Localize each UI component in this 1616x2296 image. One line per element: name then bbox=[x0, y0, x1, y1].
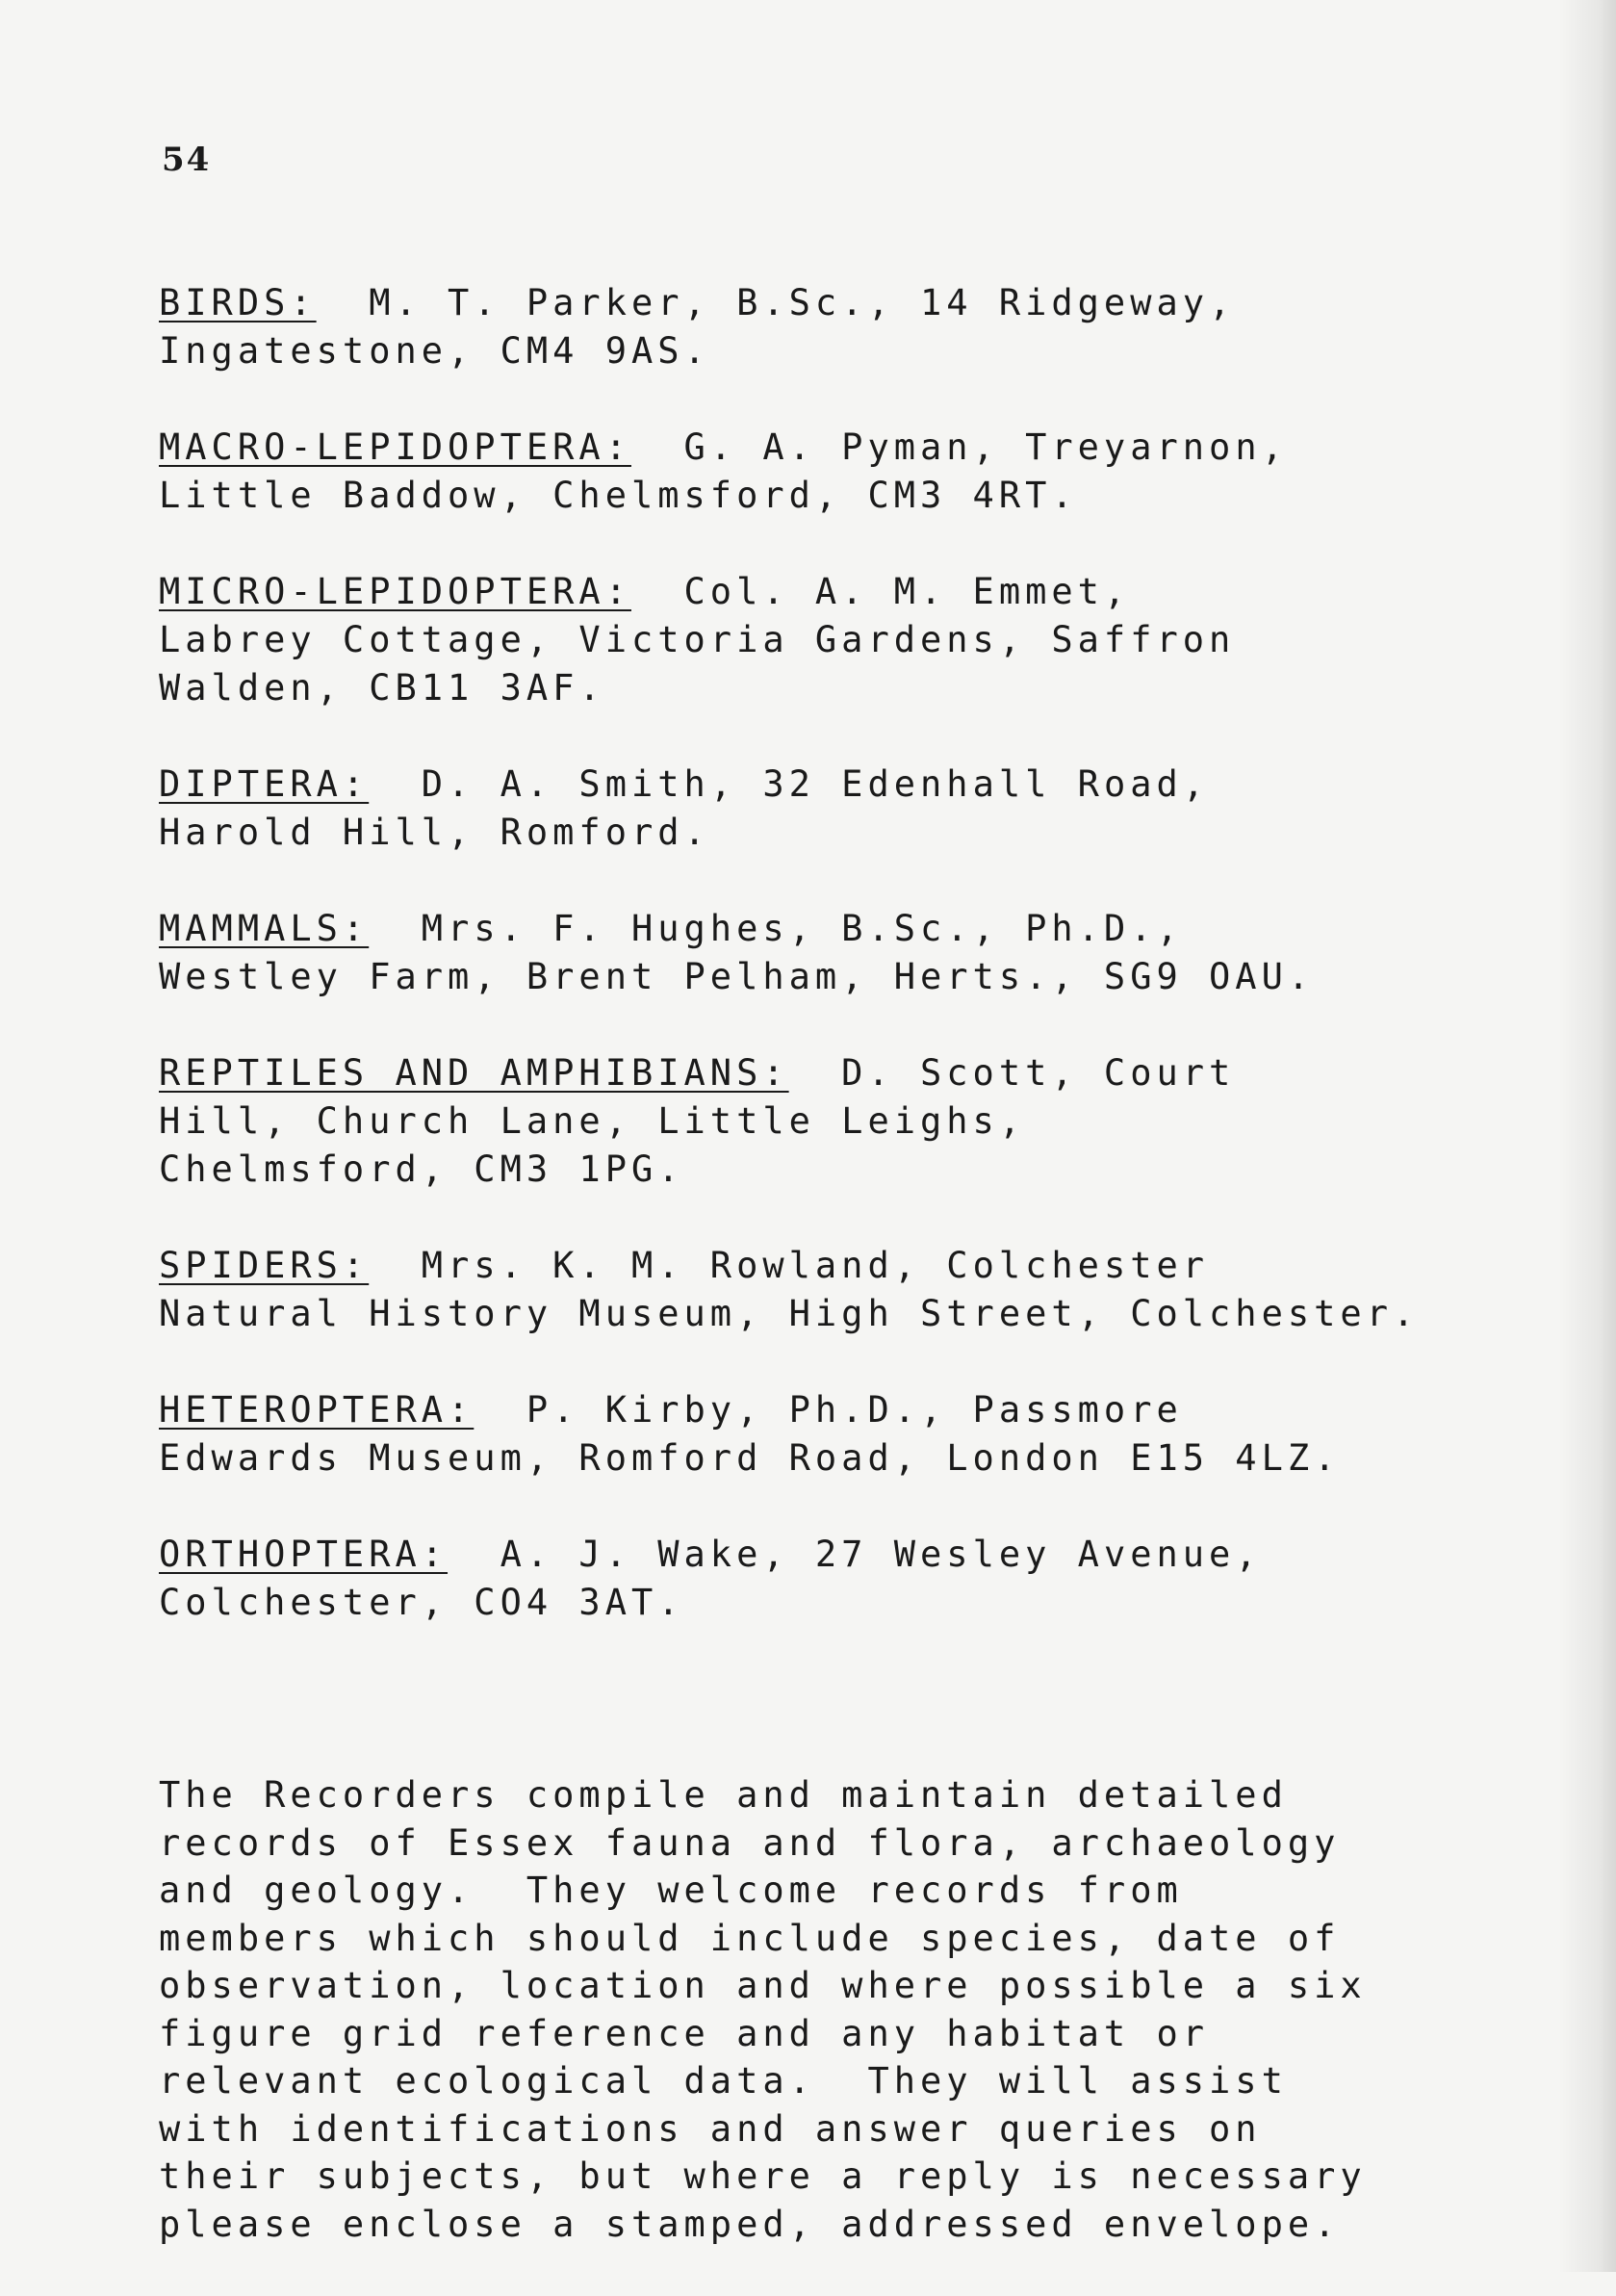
entry-line bbox=[159, 472, 1545, 520]
recorder-address-text: Westley Farm, Brent Pelham, Herts., SG9 OAU. bbox=[159, 956, 1315, 997]
recorder-address-text: A. J. Wake, 27 Wesley Avenue, bbox=[448, 1534, 1262, 1575]
recorder-category-label: MICRO-LEPIDOPTERA: bbox=[159, 571, 631, 612]
recorder-address-text: Labrey Cottage, Victoria Gardens, Saffron bbox=[159, 619, 1236, 660]
recorder-category-label: MAMMALS: bbox=[159, 908, 370, 949]
recorder-address-text: Hill, Church Lane, Little Leighs, bbox=[159, 1100, 1026, 1142]
recorder-entries bbox=[159, 279, 1545, 1627]
entry-line bbox=[159, 327, 1545, 375]
recorder-entry bbox=[159, 1049, 1545, 1194]
entry-line bbox=[159, 664, 1545, 712]
recorder-entry bbox=[159, 761, 1545, 857]
recorder-category-label: DIPTERA: bbox=[159, 763, 370, 805]
recorder-entry bbox=[159, 568, 1545, 712]
recorder-address-text: G. A. Pyman, Treyarnon, bbox=[630, 426, 1288, 468]
recorder-address-text: Harold Hill, Romford. bbox=[159, 812, 710, 853]
recorder-address-text: Col. A. M. Emmet, bbox=[630, 571, 1131, 612]
entry-line bbox=[159, 809, 1545, 857]
paragraph-line: and geology. They welcome records from bbox=[159, 1870, 1183, 1911]
entry-line bbox=[159, 953, 1545, 1001]
paragraph-line: please enclose a stamped, addressed envelope. bbox=[159, 2203, 1341, 2245]
recorder-address-text: Natural History Museum, High Street, Colchester. bbox=[159, 1293, 1420, 1334]
recorder-category-label: REPTILES AND AMPHIBIANS: bbox=[159, 1052, 789, 1094]
paragraph-line: The Recorders compile and maintain detailed bbox=[159, 1774, 1288, 1816]
recorder-entry bbox=[159, 1242, 1545, 1338]
recorder-address-text: Edwards Museum, Romford Road, London E15 4LZ. bbox=[159, 1437, 1341, 1479]
paragraph-line: records of Essex fauna and flora, archaeology bbox=[159, 1821, 1341, 1864]
paragraph-line: members which should include species, date of bbox=[159, 1917, 1341, 1959]
recorder-entry bbox=[159, 279, 1545, 375]
closing-paragraph bbox=[159, 1771, 1545, 2248]
entry-line bbox=[159, 1531, 1545, 1579]
recorder-category-label: BIRDS: bbox=[159, 282, 317, 323]
entry-line bbox=[159, 1242, 1545, 1290]
recorder-category-label: SPIDERS: bbox=[159, 1245, 370, 1286]
recorder-address-text: Ingatestone, CM4 9AS. bbox=[159, 330, 710, 372]
recorder-category-label: ORTHOPTERA: bbox=[159, 1534, 449, 1575]
page-edge-shadow bbox=[1558, 0, 1616, 2272]
entry-line bbox=[159, 1434, 1545, 1483]
recorder-address-text: Mrs. F. Hughes, B.Sc., Ph.D., bbox=[369, 908, 1183, 949]
entry-line bbox=[159, 1386, 1545, 1434]
recorder-address-text: Colchester, CO4 3AT. bbox=[159, 1582, 684, 1623]
recorder-entry bbox=[159, 1531, 1545, 1627]
recorder-address-text: M. T. Parker, B.Sc., 14 Ridgeway, bbox=[316, 282, 1236, 323]
entry-line bbox=[159, 568, 1545, 616]
recorder-address-text: Chelmsford, CM3 1PG. bbox=[159, 1148, 684, 1190]
recorder-address-text: P. Kirby, Ph.D., Passmore bbox=[474, 1389, 1183, 1431]
paragraph-line: figure grid reference and any habitat or bbox=[159, 2012, 1210, 2054]
recorder-category-label: HETEROPTERA: bbox=[159, 1389, 475, 1431]
entry-line bbox=[159, 1579, 1545, 1627]
recorders-list bbox=[159, 183, 1545, 2296]
recorder-address-text: Mrs. K. M. Rowland, Colchester bbox=[369, 1245, 1210, 1286]
page-number: 54 bbox=[162, 141, 212, 179]
recorder-entry bbox=[159, 1386, 1545, 1483]
entry-line bbox=[159, 279, 1545, 327]
recorder-category-label: MACRO-LEPIDOPTERA: bbox=[159, 426, 631, 468]
recorder-address-text: Little Baddow, Chelmsford, CM3 4RT. bbox=[159, 475, 1078, 516]
paragraph-line: their subjects, but where a reply is necessary bbox=[159, 2155, 1367, 2197]
recorder-address-text: D. A. Smith, 32 Edenhall Road, bbox=[369, 763, 1210, 805]
paragraph-line: relevant ecological data. They will assist bbox=[159, 2060, 1288, 2102]
entry-line bbox=[159, 761, 1545, 809]
entry-line bbox=[159, 1290, 1545, 1338]
recorder-address-text: Walden, CB11 3AF. bbox=[159, 667, 605, 709]
paragraph-line: with identifications and answer queries on bbox=[159, 2107, 1262, 2150]
paragraph-line: observation, location and where possible a six bbox=[159, 1965, 1367, 2006]
entry-line bbox=[159, 616, 1545, 664]
entry-line bbox=[159, 1049, 1545, 1097]
entry-line bbox=[159, 905, 1545, 953]
recorder-entry bbox=[159, 905, 1545, 1001]
entry-line bbox=[159, 424, 1545, 472]
entry-line bbox=[159, 1146, 1545, 1194]
recorder-entry bbox=[159, 424, 1545, 520]
entry-line bbox=[159, 1097, 1545, 1146]
recorder-address-text: D. Scott, Court bbox=[788, 1052, 1236, 1094]
